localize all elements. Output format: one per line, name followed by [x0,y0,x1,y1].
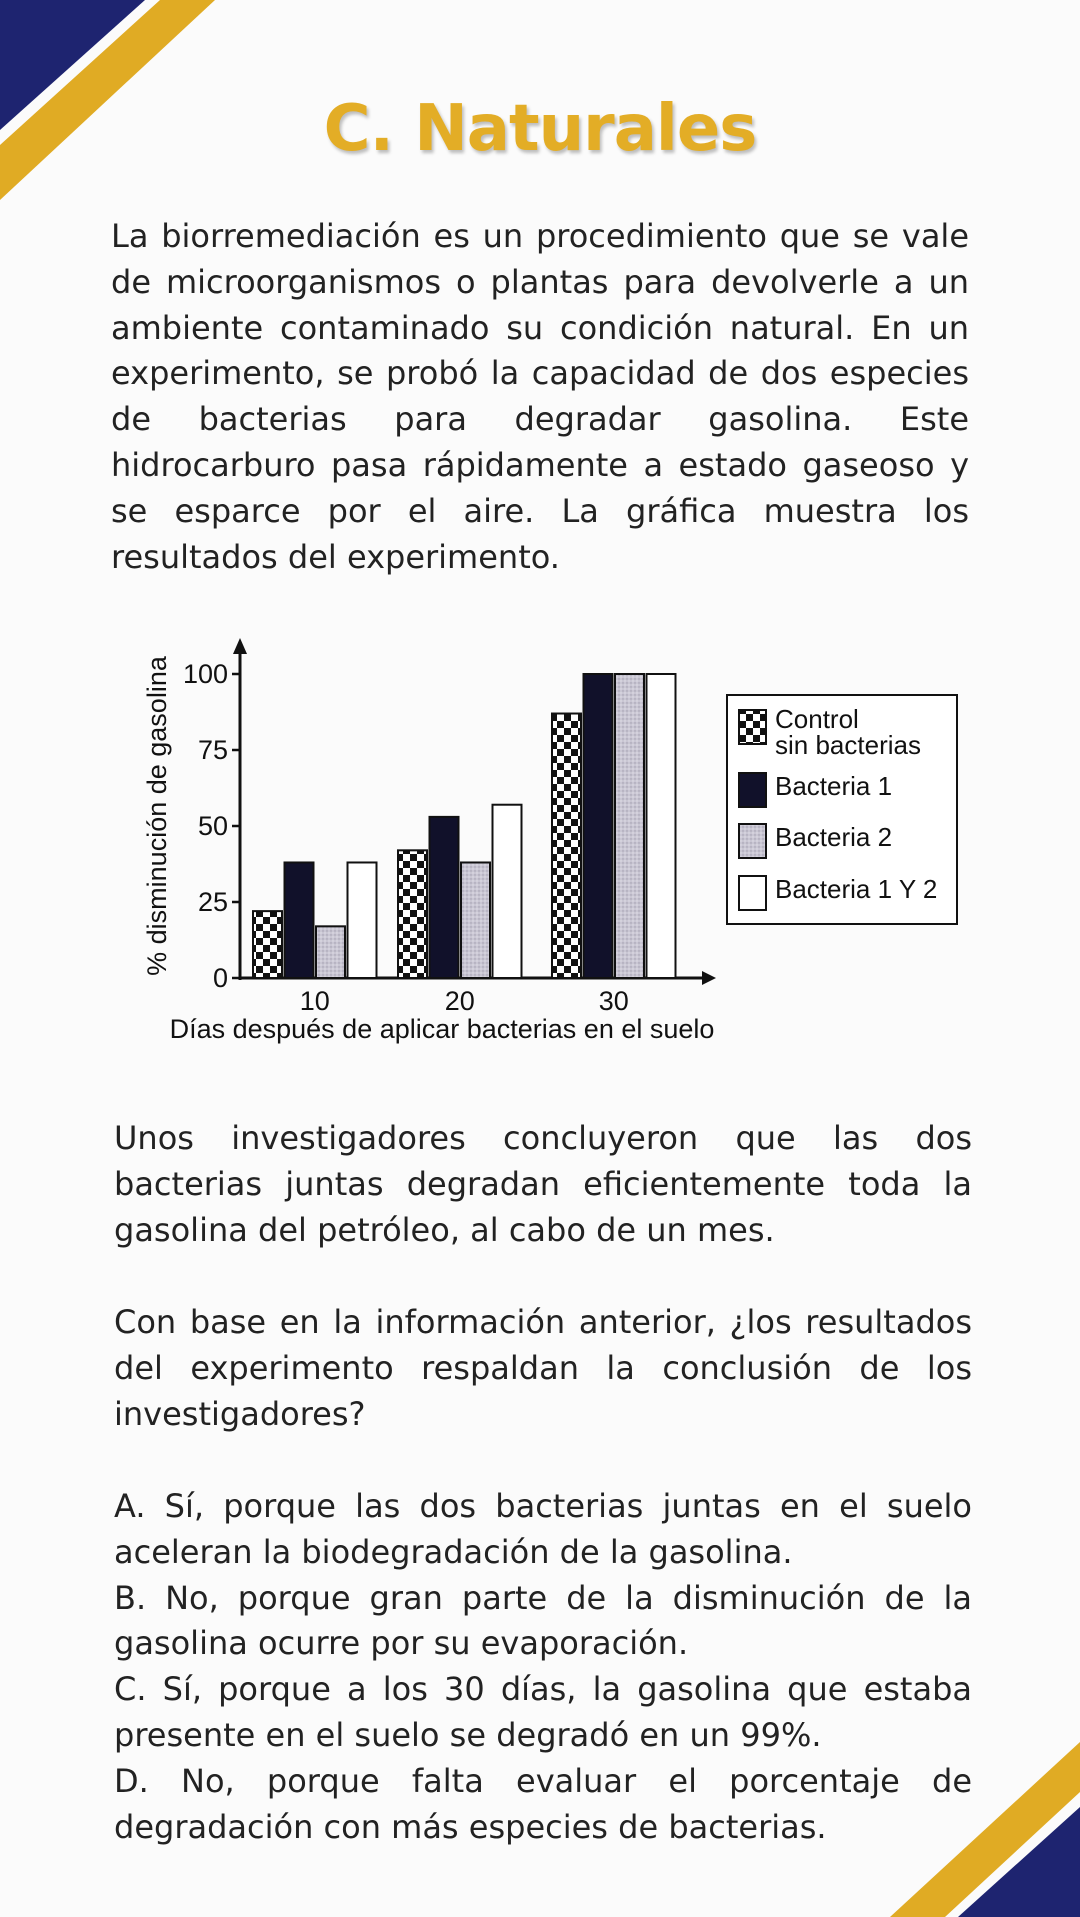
legend-label: Bacteria 1 Y 2 [775,874,938,904]
legend-label: Bacteria 1 [775,771,893,801]
page-title: C. Naturales [323,92,757,166]
bar [430,817,459,978]
y-axis-label: % disminución de gasolina [142,656,172,976]
legend-swatch [739,773,766,807]
legend-label: Bacteria 2 [775,822,893,852]
bar [348,862,377,978]
bar [647,674,676,978]
y-tick-label: 25 [197,887,228,917]
y-tick-label: 0 [212,963,228,993]
option-c[interactable]: C. Sí, porque a los 30 días, la gasolina que estaba presente en el suelo se degradó en un 99%. [114,1670,972,1754]
legend-label: sin bacterias [775,730,921,760]
x-tick-label: 30 [598,986,629,1016]
bar [253,911,282,978]
y-tick-label: 100 [182,659,228,689]
legend-swatch [739,710,766,744]
chart-svg [130,630,970,1050]
option-a[interactable]: A. Sí, porque las dos bacterias juntas en el suelo aceleran la biodegradación de la gasolina. [114,1487,972,1571]
y-tick-label: 75 [197,735,228,765]
bar [615,674,644,978]
bar [584,674,613,978]
bar [285,862,314,978]
bar [461,862,490,978]
bar [398,850,427,978]
bar [552,714,581,978]
bar [493,805,522,978]
conclusion-statement: Unos investigadores concluyeron que las dos bacterias juntas degradan eficientemente toda la gasolina del petróleo, al cabo de un mes. [114,1119,972,1249]
legend-swatch [739,824,766,858]
intro-paragraph: La biorremediación es un procedimiento que se vale de microorganismos o plantas para devolverle a un ambiente contaminado su condición natural. En un experimento, se probó la capacidad de dos especies de bacterias para degradar gasolina. Este hidrocarburo pasa rápidamente a estado gaseoso y se esparce por el aire. La gráfica muestra los resultados del experimento. [111,217,969,576]
legend-swatch [739,876,766,910]
question-text: Con base en la información anterior, ¿los resultados del experimento respaldan la conclusión de los investigadores? [114,1303,972,1433]
y-tick-label: 50 [197,811,228,841]
y-axis-arrow [233,638,247,654]
bar [316,926,345,978]
bar-chart [130,630,970,1050]
x-axis-arrow [702,971,716,985]
answer-options [114,1484,972,1850]
option-b[interactable]: B. No, porque gran parte de la disminución de la gasolina ocurre por su evaporación. [114,1578,972,1663]
x-tick-label: 10 [299,986,330,1016]
option-d[interactable]: D. No, porque falta evaluar el porcentaje de degradación con más especies de bacterias. [114,1761,972,1846]
legend-label: Control [775,704,859,734]
x-axis-label: Días después de aplicar bacterias en el suelo [169,1014,715,1044]
x-tick-label: 20 [444,986,475,1016]
